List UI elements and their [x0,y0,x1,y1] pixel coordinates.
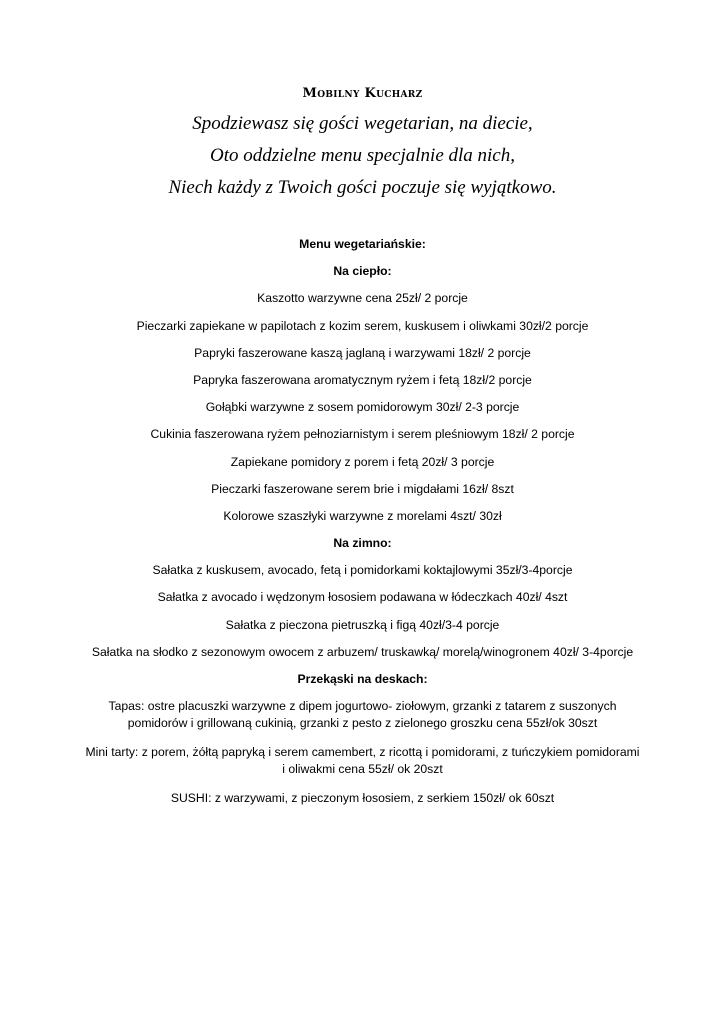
menu-item: Papryka faszerowana aromatycznym ryżem i fetą 18zł/2 porcje [193,372,532,387]
intro-line: Spodziewasz się gości wegetarian, na diecie, [192,113,533,134]
menu-item: SUSHI: z warzywami, z pieczonym łososiem, z serkiem 150zł/ ok 60szt [170,791,555,806]
intro-line: Oto oddzielne menu specjalnie dla nich, [210,145,515,166]
section-heading-boards: Przekąski na deskach: [297,672,428,686]
menu-item: Mini tarty: z porem, żółtą papryką i serem camembert, z ricottą i pomidorami, z tuńczykiem pomidorami i oliwakmi cena 55zł/ ok 20szt [85,745,640,777]
menu-item: Kolorowe szaszłyki warzywne z morelami 4szt/ 30zł [223,508,502,523]
menu-item: Sałatka na słodko z sezonowym owocem z arbuzem/ truskawką/ morelą/winogronem 40zł/ 3-4porcje [91,644,634,659]
menu-item: Tapas: ostre placuszki warzywne z dipem jogurtowo- ziołowym, grzanki z tatarem z suszonych pomidorów i grillowaną cukinią, grzanki z pesto z zielonego groszku cena 55zł/ok 30szt [108,699,617,731]
menu-item: Kaszotto warzywne cena 25zł/ 2 porcje [257,291,468,306]
menu-item: Papryki faszerowane kaszą jaglaną i warzywami 18zł/ 2 porcje [194,345,531,360]
intro-text [0,108,725,204]
menu-item: Pieczarki faszerowane serem brie i migdałami 16zł/ 8szt [211,481,514,496]
menu-item: Gołąbki warzywne z sosem pomidorowym 30zł/ 2-3 porcje [205,400,520,415]
menu-item: Pieczarki zapiekane w papilotach z kozim serem, kuskusem i oliwkami 30zł/2 porcje [136,318,589,333]
menu-item: Zapiekane pomidory z porem i fetą 20zł/ 3 porcje [230,454,495,469]
section-heading-cold: Na zimno: [333,536,392,551]
section-heading-hot: Na ciepło: [333,264,392,279]
menu-item: Cukinia faszerowana ryżem pełnoziarnistym i serem pleśniowym 18zł/ 2 porcje [150,427,575,442]
menu-item: Sałatka z avocado i wędzonym łososiem podawana w łódeczkach 40zł/ 4szt [157,590,568,605]
menu-item: Sałatka z kuskusem, avocado, fetą i pomidorkami koktajlowymi 35zł/3-4porcje [152,563,573,578]
menu-item: Sałatka z pieczona pietruszką i figą 40zł/3-4 porcje [225,617,500,632]
intro-line: Niech każdy z Twoich gości poczuje się wyjątkowo. [168,177,557,198]
brand-title: Mobilny Kucharz [302,86,423,101]
menu [0,234,725,815]
menu-title: Menu wegetariańskie: [299,237,426,251]
